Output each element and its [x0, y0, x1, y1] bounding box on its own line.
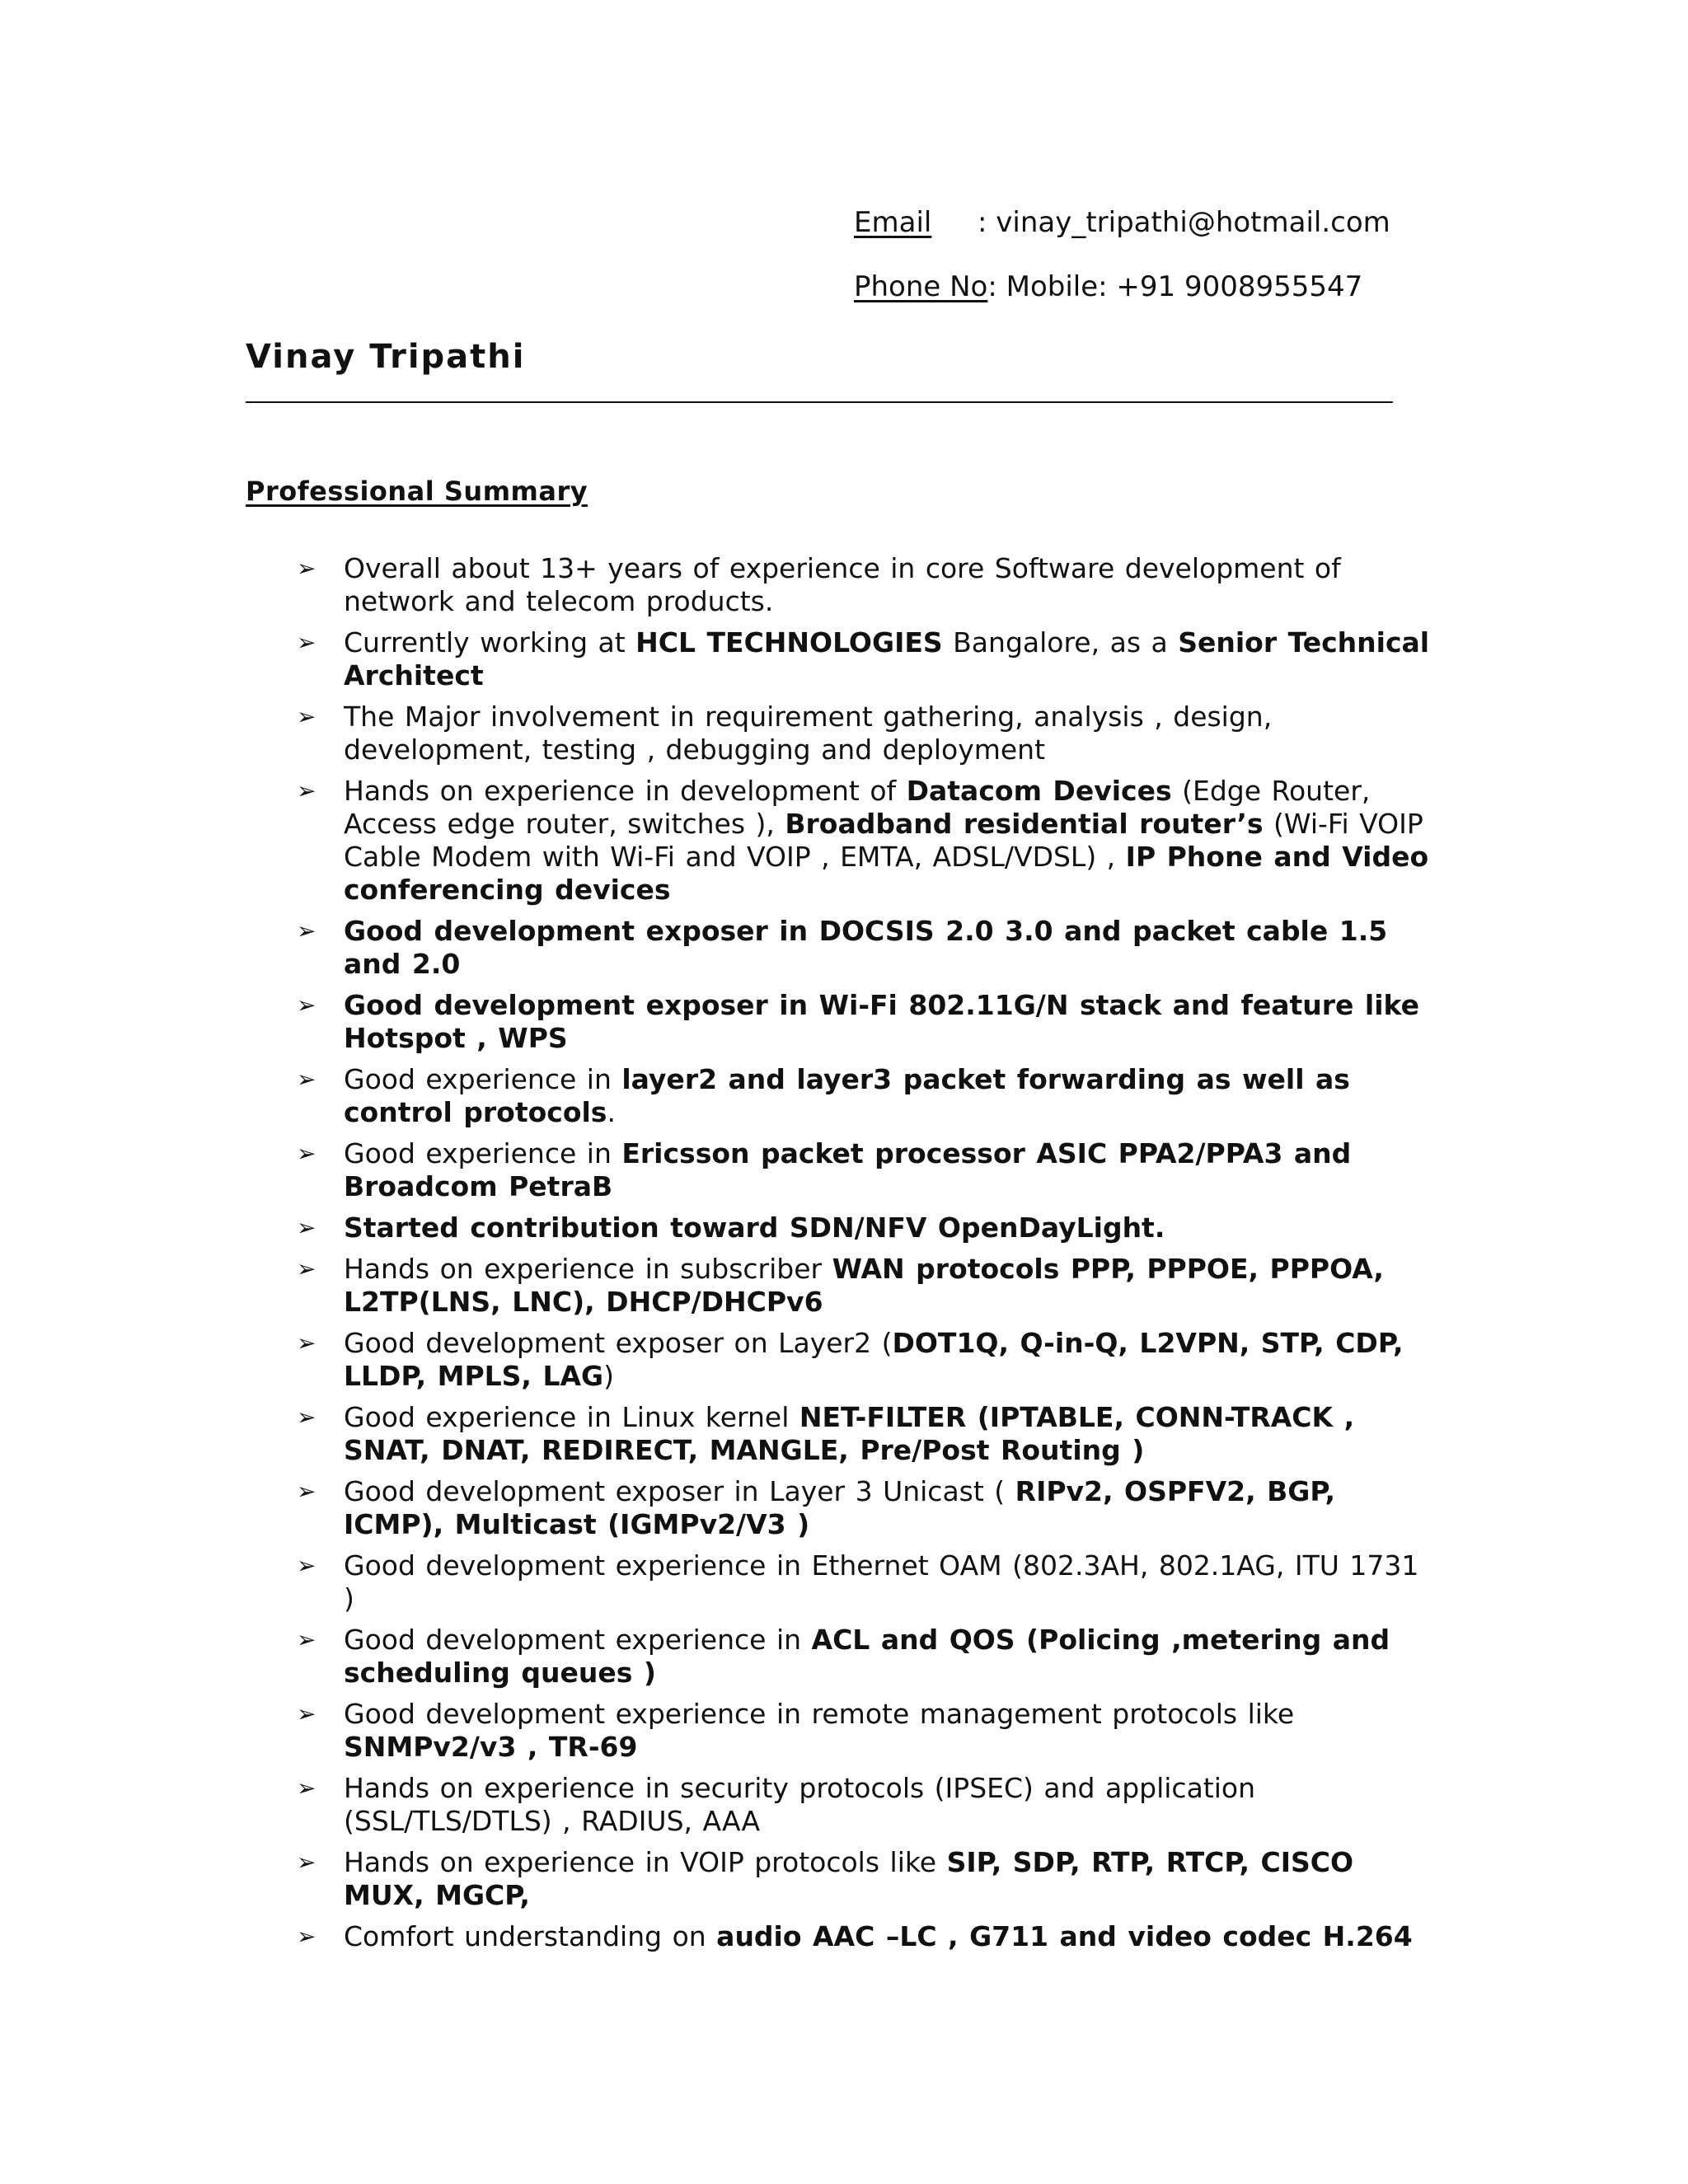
- arrow-bullet-icon: ➢: [297, 917, 316, 944]
- arrow-bullet-icon: ➢: [297, 703, 316, 730]
- summary-item: [297, 1212, 1434, 1244]
- arrow-bullet-icon: ➢: [297, 1329, 316, 1357]
- summary-bold-text: DOT1Q, Q-in-Q, L2VPN, STP, CDP, LLDP, MPLS, LAG: [344, 1327, 1404, 1392]
- summary-item: [297, 1137, 1434, 1203]
- candidate-name: Vinay Tripathi: [246, 338, 526, 376]
- summary-bold-text: IP Phone and Video conferencing devices: [344, 841, 1429, 906]
- arrow-bullet-icon: ➢: [297, 629, 316, 656]
- summary-item: [297, 552, 1434, 618]
- summary-item: [297, 1401, 1434, 1467]
- summary-item: [297, 775, 1434, 907]
- summary-text: Hands on experience in security protocols (IPSEC) and application (SSL/TLS/DTLS) , RADIUS, AAA: [344, 1772, 1255, 1837]
- summary-item: [297, 1846, 1434, 1912]
- summary-item: [297, 1772, 1434, 1838]
- summary-item: [297, 626, 1434, 692]
- arrow-bullet-icon: ➢: [297, 1849, 316, 1876]
- summary-text: .: [607, 1096, 616, 1128]
- arrow-bullet-icon: ➢: [297, 1478, 316, 1505]
- summary-item: [297, 1475, 1434, 1541]
- summary-text: Good experience in Linux kernel: [344, 1401, 799, 1433]
- summary-text: The Major involvement in requirement gathering, analysis , design, development, testing , debugging and deployment: [344, 701, 1273, 766]
- summary-text: Hands on experience in development of: [344, 775, 907, 807]
- contact-phone: [854, 270, 1362, 303]
- summary-bold-text: audio AAC –LC , G711 and video codec H.264: [716, 1920, 1413, 1952]
- summary-text: Currently working at: [344, 626, 636, 658]
- summary-text: Good development experience in remote management protocols like: [344, 1698, 1295, 1730]
- summary-item: [297, 989, 1434, 1055]
- summary-bold-text: NET-FILTER (IPTABLE, CONN-TRACK , SNAT, DNAT, REDIRECT, MANGLE, Pre/Post Routing ): [344, 1401, 1355, 1466]
- email-label: Email: [854, 206, 932, 239]
- arrow-bullet-icon: ➢: [297, 1923, 316, 1950]
- phone-label: Phone No: [854, 270, 988, 303]
- summary-item: [297, 1920, 1434, 1953]
- section-heading-professional-summary: Professional Summary: [246, 476, 588, 507]
- summary-item: [297, 915, 1434, 981]
- arrow-bullet-icon: ➢: [297, 1552, 316, 1579]
- summary-bold-text: SIP, SDP, RTP, RTCP, CISCO MUX, MGCP,: [344, 1846, 1354, 1911]
- summary-text: Good development experience in Ethernet OAM (802.3AH, 802.1AG, ITU 1731 ): [344, 1549, 1419, 1615]
- summary-text: Good development exposer in Layer 3 Unicast (: [344, 1475, 1015, 1507]
- summary-item: [297, 1549, 1434, 1615]
- summary-text: Bangalore, as a: [942, 626, 1179, 658]
- arrow-bullet-icon: ➢: [297, 1404, 316, 1431]
- summary-item: [297, 701, 1434, 766]
- arrow-bullet-icon: ➢: [297, 1214, 316, 1241]
- summary-item: [297, 1698, 1434, 1764]
- contact-email: [854, 206, 1390, 239]
- summary-bold-text: Good development exposer in DOCSIS 2.0 3.0 and packet cable 1.5 and 2.0: [344, 915, 1388, 980]
- summary-bold-text: Senior Technical Architect: [344, 626, 1430, 691]
- arrow-bullet-icon: ➢: [297, 1066, 316, 1093]
- arrow-bullet-icon: ➢: [297, 555, 316, 582]
- summary-text: Comfort understanding on: [344, 1920, 717, 1952]
- summary-bold-text: WAN protocols PPP, PPPOE, PPPOA, L2TP(LNS, LNC), DHCP/DHCPv6: [344, 1253, 1384, 1318]
- summary-item: [297, 1624, 1434, 1690]
- email-value: : vinay_tripathi@hotmail.com: [978, 206, 1390, 239]
- summary-text: Overall about 13+ years of experience in core Software development of network and telecom products.: [344, 552, 1341, 617]
- summary-bold-text: Good development exposer in Wi-Fi 802.11G/N stack and feature like Hotspot , WPS: [344, 989, 1419, 1054]
- summary-text: Good experience in: [344, 1137, 622, 1169]
- arrow-bullet-icon: ➢: [297, 1255, 316, 1282]
- summary-text: Hands on experience in VOIP protocols like: [344, 1846, 947, 1878]
- arrow-bullet-icon: ➢: [297, 1700, 316, 1727]
- summary-text: Hands on experience in subscriber: [344, 1253, 832, 1285]
- name-divider: [246, 401, 1393, 403]
- summary-bold-text: layer2 and layer3 packet forwarding as well as control protocols: [344, 1063, 1350, 1128]
- summary-text: (Edge Router, Access edge router, switches ),: [344, 775, 1371, 840]
- summary-text: Good experience in: [344, 1063, 622, 1095]
- arrow-bullet-icon: ➢: [297, 1140, 316, 1167]
- arrow-bullet-icon: ➢: [297, 777, 316, 804]
- summary-bold-text: Datacom Devices: [906, 775, 1172, 807]
- summary-bold-text: Started contribution toward SDN/NFV OpenDayLight.: [344, 1212, 1165, 1244]
- summary-bold-text: Broadband residential router’s: [785, 808, 1264, 840]
- summary-bold-text: ACL and QOS (Policing ,metering and scheduling queues ): [344, 1624, 1390, 1689]
- arrow-bullet-icon: ➢: [297, 1626, 316, 1653]
- summary-list: [297, 552, 1434, 1961]
- arrow-bullet-icon: ➢: [297, 1774, 316, 1802]
- phone-value: : Mobile: +91 9008955547: [987, 270, 1363, 303]
- summary-text: Good development experience in: [344, 1624, 812, 1656]
- summary-text: ): [603, 1360, 614, 1392]
- summary-item: [297, 1327, 1434, 1393]
- summary-text: Good development exposer on Layer2 (: [344, 1327, 893, 1359]
- summary-bold-text: SNMPv2/v3 , TR-69: [344, 1731, 638, 1763]
- summary-item: [297, 1253, 1434, 1319]
- summary-bold-text: RIPv2, OSPFV2, BGP, ICMP), Multicast (IGMPv2/V3 ): [344, 1475, 1336, 1540]
- summary-bold-text: HCL TECHNOLOGIES: [635, 626, 943, 658]
- summary-item: [297, 1063, 1434, 1129]
- summary-text: (Wi-Fi VOIP Cable Modem with Wi-Fi and VOIP , EMTA, ADSL/VDSL) ,: [344, 808, 1423, 873]
- arrow-bullet-icon: ➢: [297, 991, 316, 1019]
- summary-bold-text: Ericsson packet processor ASIC PPA2/PPA3 and Broadcom PetraB: [344, 1137, 1352, 1202]
